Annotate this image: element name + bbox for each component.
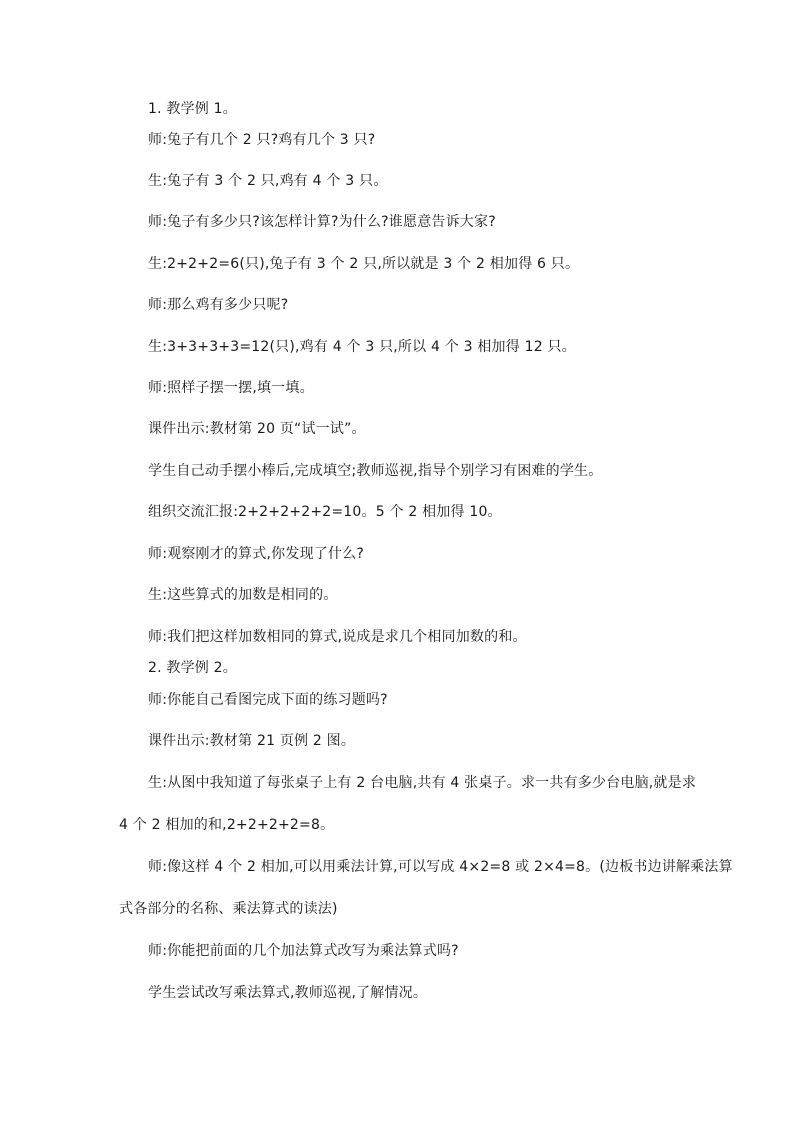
paragraph: 生:从图中我知道了每张桌子上有 2 台电脑,共有 4 张桌子。求一共有多少台电脑,就是求 [148, 775, 697, 791]
paragraph: 生:兔子有 3 个 2 只,鸡有 4 个 3 只。 [148, 173, 388, 189]
paragraph: 师:照样子摆一摆,填一填。 [148, 380, 314, 396]
paragraph: 组织交流汇报:2+2+2+2+2=10。5 个 2 相加得 10。 [148, 504, 502, 520]
paragraph: 师:那么鸡有多少只呢? [148, 297, 289, 313]
paragraph-continuation: 式各部分的名称、乘法算式的读法) [119, 901, 338, 917]
paragraph: 师:像这样 4 个 2 相加,可以用乘法计算,可以写成 4×2=8 或 2×4=8。(边板书边讲解乘法算 [148, 859, 733, 875]
paragraph-continuation: 4 个 2 相加的和,2+2+2+2=8。 [119, 817, 335, 833]
paragraph: 课件出示:教材第 20 页“试一试”。 [148, 421, 366, 437]
paragraph: 师:观察刚才的算式,你发现了什么? [148, 546, 364, 562]
heading-example-2: 2. 教学例 2。 [148, 660, 237, 676]
heading-example-1: 1. 教学例 1。 [148, 101, 237, 117]
paragraph: 生:3+3+3+3=12(只),鸡有 4 个 3 只,所以 4 个 3 相加得 12 只。 [148, 339, 576, 355]
paragraph: 师:兔子有几个 2 只?鸡有几个 3 只? [148, 132, 376, 148]
paragraph: 学生自己动手摆小棒后,完成填空;教师巡视,指导个别学习有困难的学生。 [148, 463, 603, 479]
paragraph: 课件出示:教材第 21 页例 2 图。 [148, 733, 356, 749]
paragraph: 师:兔子有多少只?该怎样计算?为什么?谁愿意告诉大家? [148, 214, 496, 230]
paragraph: 师:你能自己看图完成下面的练习题吗? [148, 692, 388, 708]
paragraph: 师:我们把这样加数相同的算式,说成是求几个相同加数的和。 [148, 629, 527, 645]
paragraph: 生:这些算式的加数是相同的。 [148, 587, 338, 603]
paragraph: 师:你能把前面的几个加法算式改写为乘法算式吗? [148, 943, 459, 959]
paragraph: 学生尝试改写乘法算式,教师巡视,了解情况。 [148, 985, 428, 1001]
paragraph: 生:2+2+2=6(只),兔子有 3 个 2 只,所以就是 3 个 2 相加得 6 只。 [148, 256, 580, 272]
